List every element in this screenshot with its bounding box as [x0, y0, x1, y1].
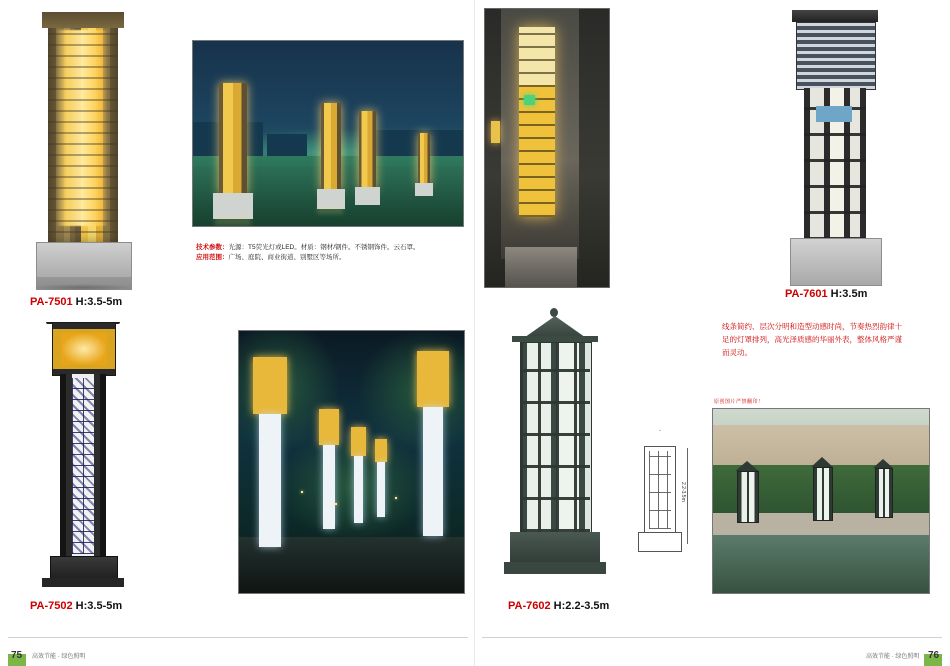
- photo-lamp-body: [423, 407, 443, 537]
- photo-lamp-body: [259, 414, 281, 547]
- column-blue-window: [816, 106, 852, 122]
- photo-light-column: [359, 111, 376, 189]
- product-image-pa-7601: [780, 10, 890, 290]
- photo-light-column: [417, 351, 449, 536]
- column-foot-plate: [42, 578, 124, 587]
- drawing-base: [638, 532, 682, 552]
- spec-tech-line: [196, 243, 451, 253]
- photo-night-wall-lamp: [484, 8, 610, 288]
- photo-light-column: [875, 468, 893, 518]
- photo-lamp-head: [351, 427, 366, 456]
- photo-lamp-grid: [519, 27, 555, 217]
- page-spine-divider: [474, 0, 475, 666]
- column-louver-head: [796, 22, 876, 90]
- photo-light-column: [219, 83, 247, 195]
- photo-column-base: [213, 193, 253, 219]
- photo-light-column: [321, 103, 341, 191]
- lantern-base: [510, 532, 600, 566]
- page-number-right: 76: [928, 650, 940, 661]
- drawing-dimension-line: [687, 448, 688, 544]
- photo-building: [267, 134, 307, 156]
- photo-water: [713, 535, 929, 593]
- footer-text-right: 高效节能 · 绿色照明: [866, 654, 920, 660]
- photo-light-column: [375, 439, 387, 517]
- spec-tech-label: 技术参数：: [196, 244, 229, 251]
- caption-code: PA-7602: [508, 600, 551, 612]
- photo-lamp-head: [417, 351, 449, 407]
- copyright-note: 原创图片严禁翻印！: [714, 399, 764, 405]
- lantern-head: [52, 322, 116, 376]
- photo-light-column: [418, 133, 430, 185]
- spec-use-text: 广场、庭院、商业街道、别墅区等场所。: [228, 254, 346, 261]
- footer-rule-right: [482, 637, 942, 638]
- footer-text-left: 高效节能 · 绿色照明: [32, 654, 86, 660]
- caption-pa-7501: [30, 296, 122, 308]
- photo-light-column: [813, 467, 833, 521]
- photo-green-accent: [524, 95, 535, 105]
- photo-city-light: [335, 503, 337, 505]
- photo-lamp-head: [319, 409, 339, 445]
- drawing-body: [644, 446, 676, 534]
- spec-use-line: [196, 253, 451, 263]
- column-shadow: [30, 284, 135, 290]
- column-base: [36, 242, 132, 290]
- photo-column-base: [355, 187, 380, 205]
- caption-code: PA-7501: [30, 296, 73, 308]
- caption-height: H:3.5-5m: [75, 600, 123, 612]
- photo-lamp-body: [323, 445, 336, 529]
- photo-city-light: [301, 491, 303, 493]
- photo-light-column: [737, 471, 759, 523]
- column-cap: [792, 10, 878, 22]
- spec-use-label: 应用范围：: [196, 254, 229, 261]
- product-image-pa-7602: [500, 306, 610, 586]
- photo-light-column: [253, 357, 287, 547]
- photo-lamp-head: [375, 439, 387, 462]
- photo-lamp-body: [354, 456, 364, 523]
- photo-city-light: [395, 497, 397, 499]
- caption-pa-7601: [785, 288, 867, 300]
- photo-wall-sconce: [491, 121, 500, 143]
- column-texture-bands: [48, 12, 118, 244]
- column-cap: [42, 12, 124, 28]
- photo-riverside-installation: [712, 408, 930, 594]
- photo-reflection: [215, 217, 251, 226]
- lantern-finial: [550, 308, 558, 317]
- caption-pa-7502: [30, 600, 122, 612]
- caption-code: PA-7502: [30, 600, 73, 612]
- photo-column-base: [415, 183, 433, 196]
- photo-reflection: [317, 207, 343, 214]
- photo-lamp-head: [253, 357, 287, 414]
- product-image-pa-7501: [30, 12, 135, 290]
- lantern-mullions: [520, 342, 590, 532]
- photo-night-street: [238, 330, 465, 594]
- marketing-blurb: 线条简约、层次分明和造型动感时尚，节奏热烈韵律十足的灯罩排列，高光泽质感的华丽外表，整体风格严谨而灵动。: [722, 322, 902, 357]
- caption-pa-7602: [508, 600, 609, 612]
- caption-code: PA-7601: [785, 288, 828, 300]
- technical-drawing-pa-7602: [628, 430, 690, 570]
- photo-column-base: [317, 189, 345, 209]
- photo-night-plaza: [192, 40, 464, 227]
- lantern-roof: [516, 316, 594, 338]
- spec-block: [196, 243, 451, 263]
- product-image-pa-7502: [30, 322, 140, 594]
- photo-plinth: [505, 247, 577, 287]
- caption-height: H:3.5m: [830, 288, 868, 300]
- column-base: [790, 238, 882, 286]
- photo-light-column: [319, 409, 339, 529]
- spec-tech-text: 光源：T5荧光灯或LED。材质：钢材/钢件。不锈钢饰件。云石罩。: [228, 244, 420, 251]
- drawing-dimension-label: 2.2-3.5m: [680, 482, 686, 502]
- photo-light-column: [351, 427, 366, 523]
- page-number-left: 75: [11, 650, 23, 661]
- photo-lamp-body: [377, 462, 385, 517]
- photo-building: [371, 130, 463, 156]
- caption-height: H:2.2-3.5m: [553, 600, 610, 612]
- lantern-base-plate: [504, 562, 606, 574]
- footer-rule-left: [8, 637, 468, 638]
- column-pattern-panel: [72, 378, 94, 554]
- caption-height: H:3.5-5m: [75, 296, 123, 308]
